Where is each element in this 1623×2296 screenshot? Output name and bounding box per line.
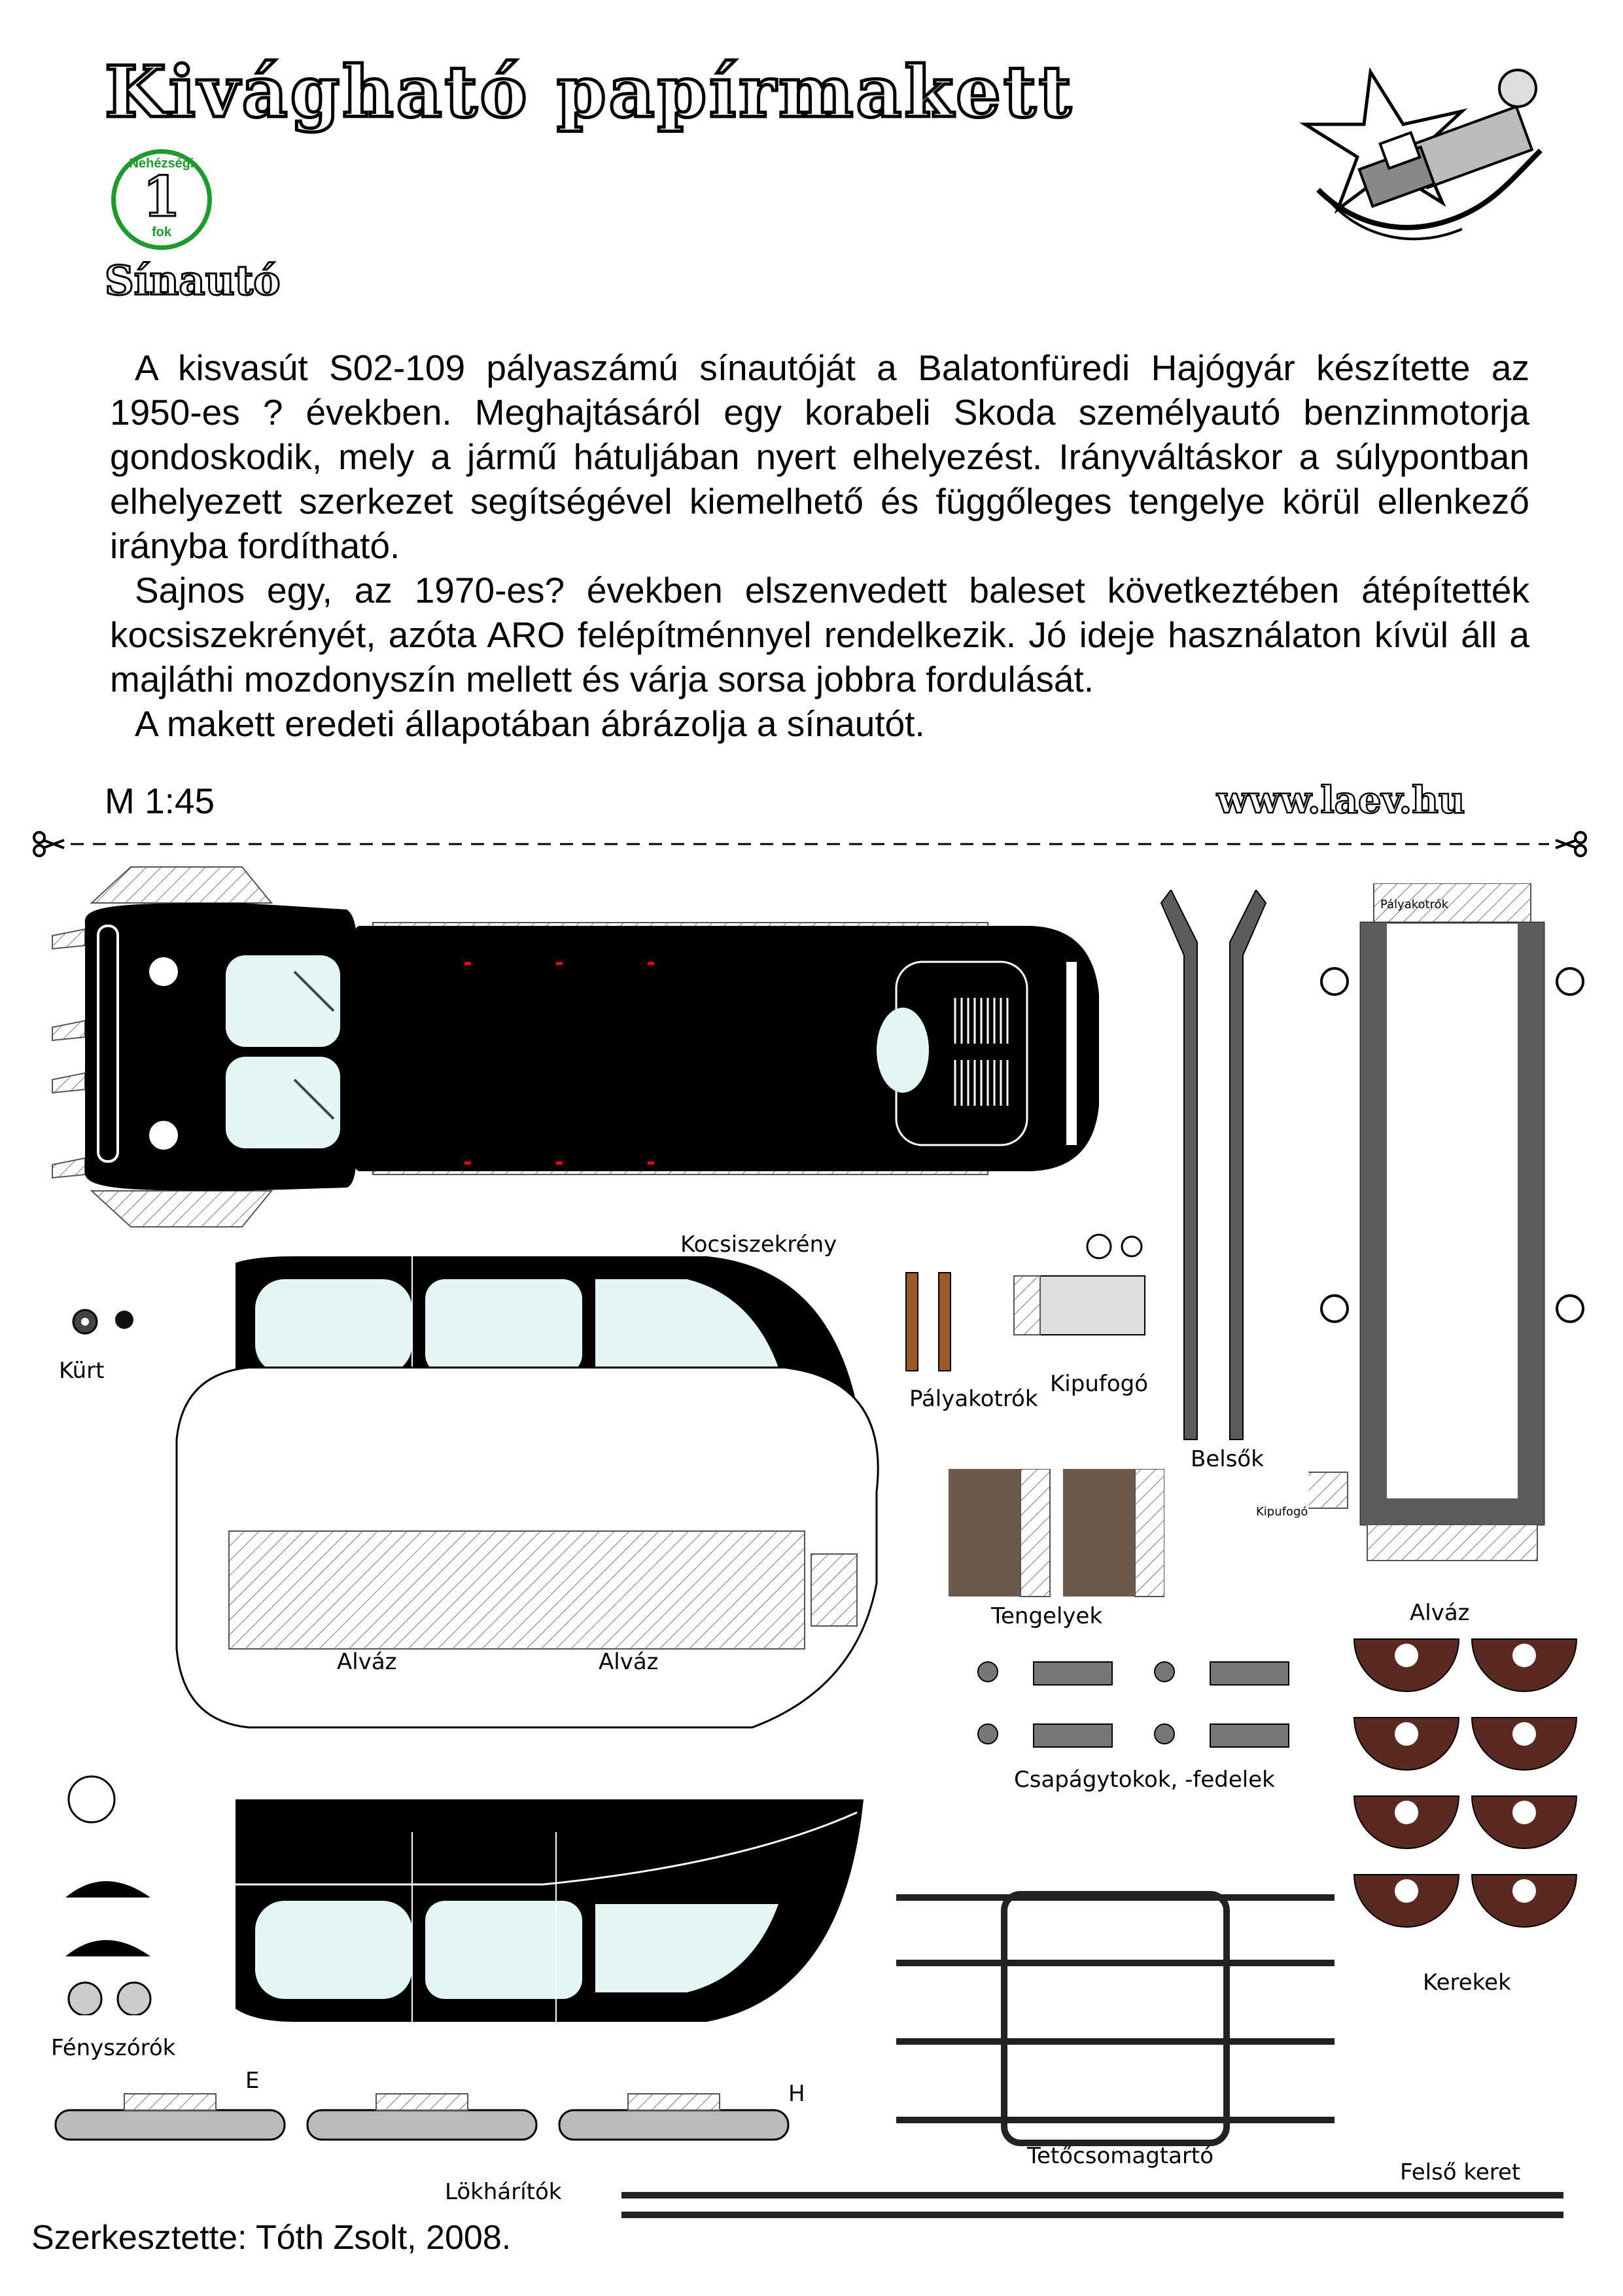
description-paragraph-1: A kisvasút S02-109 pályaszámú sínautóját a Balatonfüredi Hajógyár készítette az 1950-es ? években. Meghajtásáról egy korabeli Skoda személyautó benzinmotorja gondoskodik, mely a jármű hátuljában nyert elhelyezést. Irányváltáskor a súlypontban elhelyezett szerkezet segítségével kiemelhető és függőleges tengelye körül ellenkező irányba fordítható.: [110, 347, 1529, 566]
scissors-icon-left: [34, 832, 64, 856]
wheel-parts: [1348, 1629, 1583, 1956]
scale-label: M 1:45: [105, 781, 215, 821]
bumper-parts: [52, 2087, 805, 2159]
chassis-label-a: Alváz: [337, 1649, 397, 1675]
bumper-e-label: E: [245, 2068, 260, 2094]
headlights-label: Fényszórók: [51, 2035, 176, 2061]
cut-line: [31, 831, 1588, 857]
track-clearers-label: Pályakotrók: [909, 1386, 1038, 1412]
bumper-h-label: H: [788, 2081, 805, 2107]
scissors-icon-right: [1556, 832, 1586, 856]
wheels-label: Kerekek: [1423, 1969, 1511, 1996]
track-clearers-small-label: Pályakotrók: [1380, 898, 1449, 911]
credit: Szerkesztette: Tóth Zsolt, 2008.: [31, 2219, 512, 2257]
chassis-label: Alváz: [1410, 1600, 1470, 1626]
roof-rack-label: Tetőcsomagtartó: [1027, 2143, 1214, 2169]
interior-parts: [1158, 890, 1289, 1446]
exhaust-small-label: Kipufogó: [1256, 1505, 1308, 1519]
difficulty-top-label: Nehézségi: [129, 156, 194, 171]
chassis-label-b: Alváz: [599, 1649, 659, 1675]
axles-label: Tengelyek: [991, 1603, 1103, 1629]
bearings-label: Csapágytokok, -fedelek: [1014, 1767, 1275, 1793]
roof-rack-part: [890, 1878, 1348, 2159]
bearing-parts: [968, 1649, 1302, 1760]
horn-part: [72, 1299, 144, 1345]
horn-label: Kürt: [59, 1358, 105, 1384]
axle-parts: [949, 1469, 1164, 1600]
top-frame-label: Felső keret: [1400, 2159, 1521, 2185]
chassis-part: [1308, 883, 1596, 1603]
difficulty-level: 1: [142, 164, 181, 229]
body-label: Kocsiszekrény: [680, 1231, 837, 1258]
side-body-part: [164, 1256, 929, 2081]
description-paragraph-2: Sajnos egy, az 1970-es? években elszenvedett baleset következtében átépítették kocsiszekrényét, azóta ARO felépítménnyel rendelkezik. Jó ideje használaton kívül áll a majláthi mozdonyszín mellett és várja sorsa jobbra fordulását.: [110, 570, 1529, 699]
top-frame-part: [621, 2189, 1563, 2221]
page-title: Kivágható papírmakett: [105, 51, 1074, 133]
headlight-parts: [52, 1767, 183, 2015]
interior-label: Belsők: [1191, 1446, 1264, 1472]
description-paragraph-3: A makett eredeti állapotában ábrázolja a sínautót.: [135, 703, 925, 744]
body-top-part: [46, 864, 1119, 1230]
website-link[interactable]: www.laev.hu: [1217, 779, 1465, 822]
model-subtitle: Sínautó: [105, 256, 281, 304]
difficulty-bottom-label: fok: [152, 225, 171, 239]
exhaust-label: Kipufogó: [1050, 1371, 1149, 1397]
bumpers-label: Lökhárítók: [445, 2179, 562, 2205]
description: [110, 345, 1529, 746]
train-logo: [1292, 52, 1554, 249]
difficulty-badge: [111, 149, 212, 250]
